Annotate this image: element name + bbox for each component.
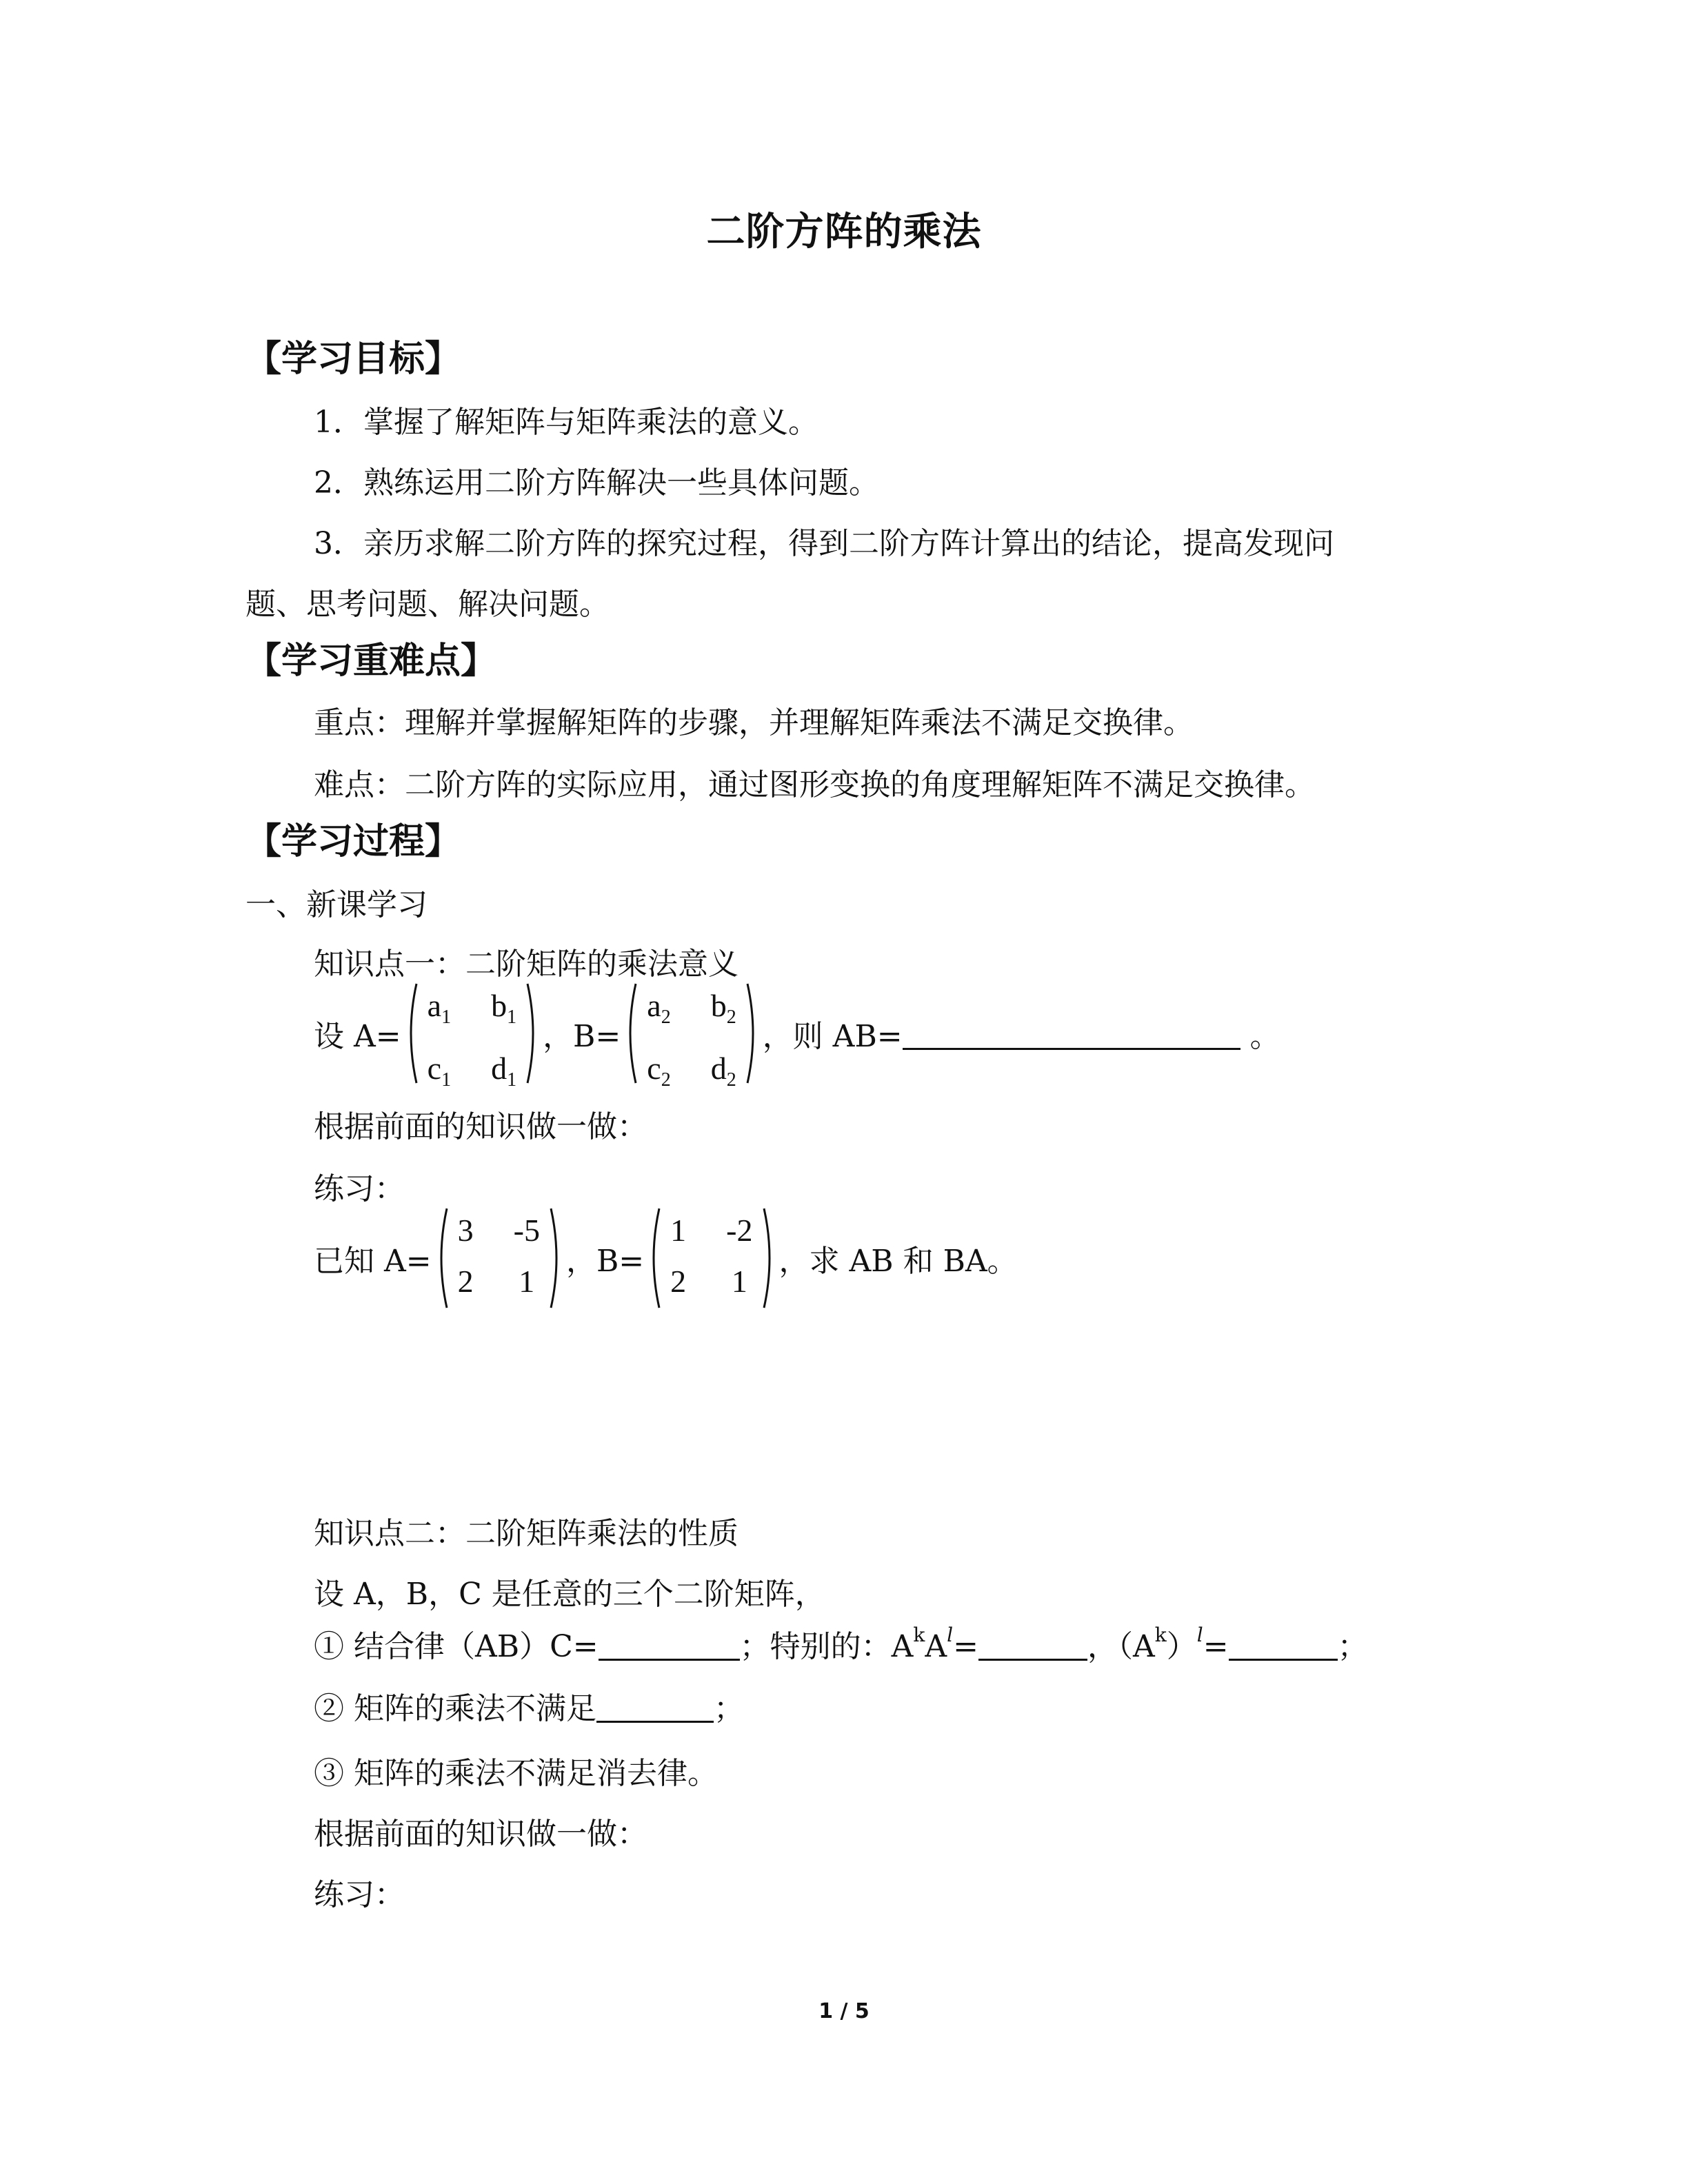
property-3: ③ 矩阵的乘法不满足消去律。 [314,1756,718,1791]
property-2 [314,1684,744,1728]
power-of-power-blank[interactable] [1229,1628,1338,1661]
page-number: 1 / 5 [818,1999,870,2023]
prop1-a2: A [925,1629,947,1664]
exp-k: k [913,1624,925,1646]
matrix-a-cell: 2 [457,1264,474,1299]
try-it-2: 根据前面的知识做一做： [314,1817,647,1852]
left-paren-icon [404,982,419,1085]
matrix-a-cell: -5 [513,1213,540,1248]
matrix-b-cell: 1 [670,1213,687,1248]
matrix-b-cell: $b_2$ [710,988,736,1029]
exp-l-2: l [1196,1624,1203,1646]
matrix-a-symbolic [404,982,540,1091]
prop1-eq2: = [1203,1629,1229,1664]
key-point: 重点：理解并掌握解矩阵的步骤，并理解矩阵乘法不满足交换律。 [314,705,1194,740]
matrix-b-cell: -2 [726,1213,753,1248]
matrix-a-cell: $c_1$ [427,1051,452,1091]
matrix-b-cell: $d_2$ [710,1051,736,1091]
right-paren-icon [745,982,760,1085]
exp-k-2: k [1154,1624,1167,1646]
document-title: 二阶方阵的乘法 [706,210,982,254]
objective-3: 3．亲历求解二阶方阵的探究过程，得到二阶方阵计算出的结论，提高发现问 [314,526,1334,561]
matrix-a-cell: $b_1$ [491,988,517,1029]
new-lesson-label: 一、新课学习 [245,887,428,922]
matrix-a-cell: 1 [519,1264,535,1299]
objectives-heading: 【学习目标】 [245,338,461,380]
exercise-sep1: ，B= [565,1244,645,1279]
objective-3-continued: 题、思考问题、解决问题。 [245,587,610,622]
power-product-blank[interactable] [978,1628,1087,1661]
associative-blank[interactable] [599,1628,740,1661]
matrix-a-cell: $d_1$ [491,1051,517,1091]
right-paren-icon [548,1206,563,1310]
process-heading: 【学习过程】 [245,821,461,862]
matrix-a-cell: $a_1$ [427,988,452,1029]
matrix-a-cell: 3 [457,1213,474,1248]
exercise-label-1: 练习： [314,1171,405,1206]
prop1-label: ① 结合律（AB）C= [314,1629,599,1664]
key-points-heading: 【学习重难点】 [245,640,497,682]
prop1-close: ） [1166,1629,1197,1664]
matrix-b-numeric [647,1206,776,1310]
ab-answer-blank[interactable] [903,1018,1240,1050]
def-sep1: ，B= [543,1019,621,1054]
difficult-point: 难点：二阶方阵的实际应用，通过图形变换的角度理解矩阵不满足交换律。 [314,767,1315,802]
property-1 [314,1621,1368,1666]
commutative-blank[interactable] [596,1690,714,1723]
prop2-label: ② 矩阵的乘法不满足 [314,1691,596,1726]
matrix-b-symbolic [623,982,759,1091]
prop2-end: ； [714,1691,744,1726]
right-paren-icon [525,982,540,1085]
def-prefix: 设 A= [314,1019,401,1054]
matrix-definition-line [314,982,1280,1091]
prop1-middle: ；特别的：A [739,1629,914,1664]
left-paren-icon [647,1206,662,1310]
matrix-a-numeric [434,1206,563,1310]
right-paren-icon [761,1206,776,1310]
objective-2: 2．熟练运用二阶方阵解决一些具体问题。 [314,465,879,501]
left-paren-icon [623,982,639,1085]
exercise-prefix: 已知 A= [314,1244,432,1279]
exercise-suffix: ，求 AB 和 BA。 [778,1244,1018,1279]
matrix-b-cell: 1 [731,1264,747,1299]
matrix-b-cell: 2 [670,1264,687,1299]
def-suffix: 。 [1249,1019,1280,1054]
exercise-label-2: 练习： [314,1877,405,1912]
knowledge-point-2: 知识点二：二阶矩阵乘法的性质 [314,1516,738,1551]
left-paren-icon [434,1206,450,1310]
try-it-1: 根据前面的知识做一做： [314,1109,647,1144]
objective-1: 1．掌握了解矩阵与矩阵乘法的意义。 [314,405,818,440]
prop1-comma: ，（A [1087,1629,1155,1664]
exercise-line [314,1206,1018,1310]
prop1-eq: = [953,1629,979,1664]
knowledge-point-1: 知识点一：二阶矩阵的乘法意义 [314,947,738,982]
properties-intro: 设 A，B，C 是任意的三个二阶矩阵， [314,1577,825,1612]
matrix-b-cell: $a_2$ [647,988,671,1029]
prop1-end: ； [1337,1629,1368,1664]
matrix-b-cell: $c_2$ [647,1051,671,1091]
exp-l: l [947,1624,954,1646]
def-sep2: ，则 AB= [762,1019,903,1054]
